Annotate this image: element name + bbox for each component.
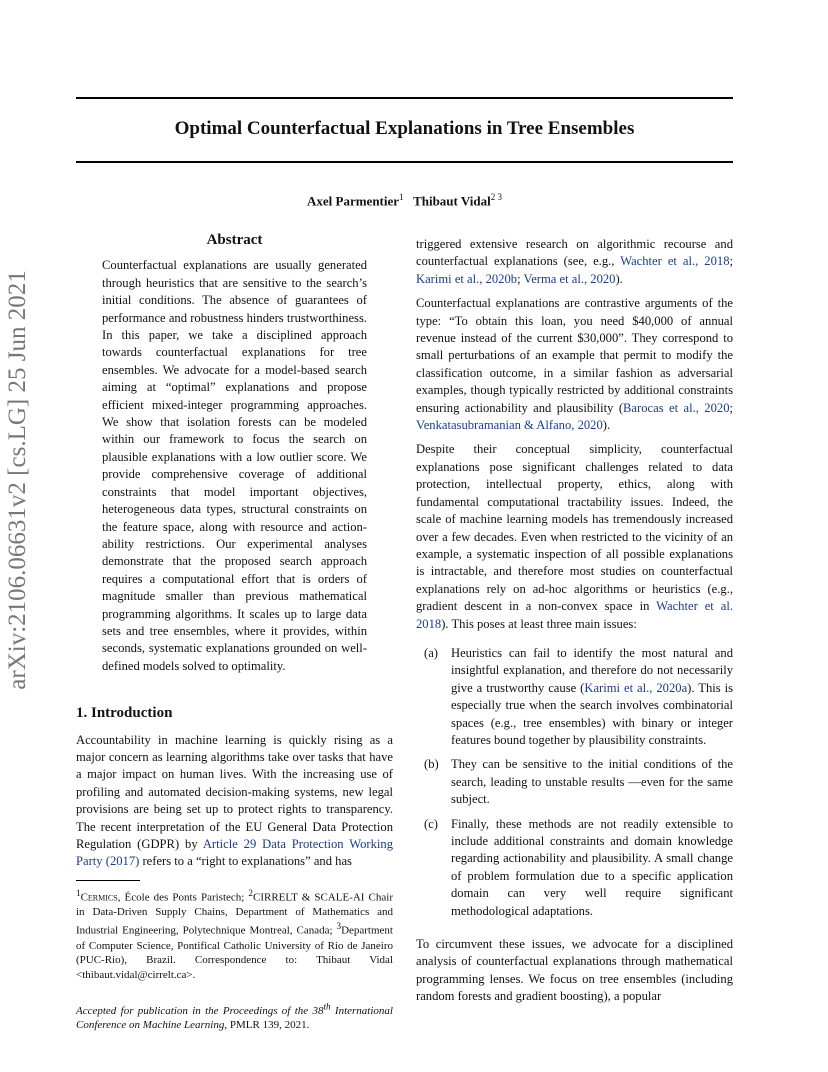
citation-link[interactable]: Barocas et al., 2020 — [623, 400, 730, 415]
body-text: ). — [615, 271, 623, 286]
left-column — [76, 232, 393, 1033]
body-text: ). This poses at least three main issues: — [441, 616, 637, 631]
acceptance-conference: International Conference on Machine Learning — [76, 1004, 393, 1032]
intro-text: Accountability in machine learning is quickly rising as a major concern as learning algorithms take over tasks that have a major impact on human lives. With the increasing use of profiling and automated decision-making systems, new legal provisions are being set up to protect rights to transparency. The recent interpretation of the EU General Data Protection Regulation (GDPR) by — [76, 732, 393, 851]
body-text: ). — [602, 418, 611, 433]
affiliation-footnote — [76, 886, 393, 982]
issues-list — [416, 645, 733, 920]
list-item-body: Heuristics can fail to identify the most natural and insightful explanation, and therefore do not necessarily give a trustworthy cause ( — [451, 645, 733, 695]
footnote-mark: 2 — [248, 887, 253, 898]
title-rule-bottom — [76, 161, 733, 163]
author-name: Axel Parmentier — [307, 193, 400, 209]
list-item — [416, 645, 733, 749]
citation-link[interactable]: Venkatasubramanian & Alfano, 2020 — [416, 418, 603, 433]
citation-link[interactable]: Wachter et al. 2018 — [416, 599, 734, 631]
title-rule-top — [76, 97, 733, 99]
list-item-body: ). This is especially true when the search involves combinatorial spaces (e.g., tree ensembles) with binary or integer features bound together by plausibility constraints. — [451, 680, 733, 747]
list-item-text — [451, 645, 733, 749]
list-item-text: They can be sensitive to the initial conditions of the search, leading to unstable results —even for the same subject. — [451, 757, 733, 807]
citation-link[interactable]: Wachter et al., 2018 — [620, 254, 730, 269]
arxiv-stamp-text: arXiv:2106.06631v2 [cs.LG] 25 Jun 2021 — [4, 270, 31, 690]
acceptance-note — [76, 999, 393, 1033]
body-paragraph — [416, 236, 733, 288]
list-item-label: (b) — [424, 757, 439, 772]
footnote-org: Cermics — [80, 891, 118, 904]
list-item-label: (a) — [424, 645, 438, 660]
citation-link[interactable]: Verma et al., 2020 — [523, 271, 616, 286]
citation-separator: ; — [517, 271, 524, 286]
acceptance-tail: , PMLR 139, 2021. — [224, 1019, 310, 1032]
citation-link[interactable]: Karimi et al., 2020b — [416, 271, 518, 286]
intro-paragraph — [76, 732, 393, 871]
list-item-label: (c) — [424, 816, 438, 831]
author-affiliation-marks: 2 3 — [490, 192, 502, 202]
author-line — [76, 192, 733, 209]
right-column — [416, 236, 733, 1013]
citation-separator: ; — [729, 254, 733, 269]
acceptance-text: Accepted for publication in the Proceedings of the 38 — [76, 1004, 324, 1017]
acceptance-superscript: th — [323, 1001, 331, 1012]
author-name: Thibaut Vidal — [413, 193, 491, 209]
author-affiliation-marks: 1 — [399, 192, 404, 202]
footnote-text: , École des Ponts Paristech; — [117, 891, 249, 904]
section-heading-introduction: 1. Introduction — [76, 705, 173, 722]
body-paragraph — [416, 441, 733, 632]
list-item-text: Finally, these methods are not readily extensible to include additional constraints and domain knowledge regarding actionability and plausibility. A small change of problem formulation due to a specific application domain can very well require significant methodological adaptations. — [451, 816, 733, 918]
paper-title: Optimal Counterfactual Explanations in Tree Ensembles — [174, 118, 635, 139]
citation-separator: ; — [729, 400, 733, 415]
abstract-heading: Abstract — [206, 232, 263, 248]
body-paragraph — [416, 295, 733, 434]
list-item — [416, 756, 733, 808]
list-item — [416, 816, 733, 920]
citation-link[interactable]: Article 29 Data Protection Working Party — [76, 837, 393, 869]
body-text: Despite their conceptual simplicity, counterfactual explanations pose significant challenges related to data protection, intellectual property, ethics, along with fundamental computational tractability issues. Indeed, the scale of machine learning models has tremendously increased over a few decades. Even when restricted to the vicinity of an example, a systematic inspection of all possible explanations is intractable, and therefore most studies on counterfactual explanations rely on ad-hoc algorithms or heuristics (e.g., gradient descent in a non-convex space in — [416, 442, 733, 614]
citation-link[interactable]: Karimi et al., 2020a — [584, 680, 688, 695]
intro-text-tail: refers to a “right to explanations” and has — [139, 854, 352, 869]
footnote-mark: 3 — [336, 921, 342, 932]
citation-year-link[interactable]: (2017) — [105, 854, 140, 869]
footnote-text: CIRRELT & SCALE-AI Chair in Data-Driven Supply Chains, Department of Mathematics and Industrial Engineering, Polytechnique Montreal, Canada; — [76, 891, 393, 938]
body-text: Counterfactual explanations are contrastive arguments of the type: “To obtain this loan, you need $40,000 of annual revenue instead of the current $30,000”. They correspond to small perturbations of an example that permit to modify the classification outcome, in a similar fashion as adversarial examples, though typically restricted by additional constraints ensuring actionability and plausibility ( — [416, 296, 733, 415]
abstract-text: Counterfactual explanations are usually generated through heuristics that are sensitive to the search’s initial conditions. The absence of guarantees of performance and robustness hinders trustworthiness. In this paper, we take a disciplined approach towards counterfactual explanations for tree ensembles. We advocate for a model-based search aiming at “optimal” explanations and propose efficient mixed-integer programming approaches. We show that isolation forests can be modeled within our framework to focus the search on plausible explanations with a low outlier score. We provide comprehensive coverage of additional constraints that model important objectives, heterogeneous data types, structural constraints on the feature space, along with resource and action-ability restrictions. Our experimental analyses demonstrate that the proposed search approach requires a computational effort that is orders of magnitude smaller than previous mathematical programming algorithms. It scales up to large data sets and tree ensembles, where it provides, within seconds, systematic explanations grounded on well-defined models solved to optimality. — [102, 258, 367, 673]
footnote-mark: 1 — [76, 887, 81, 898]
footnote-text: Department of Computer Science, Pontifical Catholic University of Rio de Janeiro (PUC-Rio), Brazil. Correspondence to: Thibaut Vidal <thibaut.vidal@cirrelt.ca>. — [76, 925, 393, 981]
footnote-divider — [76, 880, 140, 881]
body-paragraph: To circumvent these issues, we advocate for a disciplined analysis of counterfactual explanations through mathematical programming lenses. We focus on tree ensembles (including random forests and gradient boosting), a popular — [416, 937, 733, 1004]
body-text: triggered extensive research on algorithmic recourse and counterfactual explanations (see, e.g., — [416, 237, 733, 269]
